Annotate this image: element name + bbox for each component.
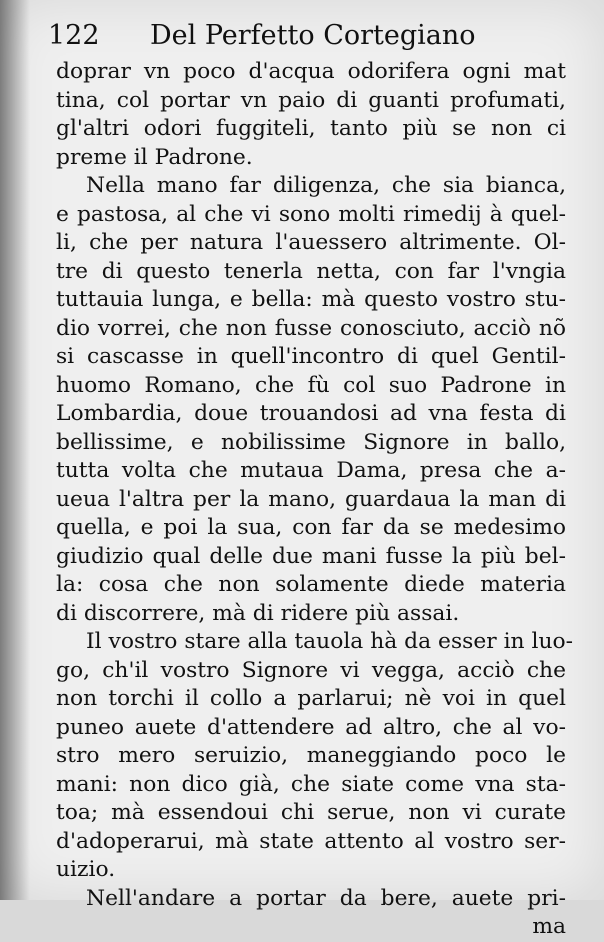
text-line: gl'altri odori fuggiteli, tanto più se non ci: [56, 116, 566, 141]
text-line: tuttauia lunga, e bella: mà questo vostro stu-: [56, 287, 566, 312]
text-line: doprar vn poco d'acqua odorifera ogni mat: [56, 59, 566, 84]
text-line: li, che per natura l'auessero altrimente. Ol-: [56, 230, 566, 255]
text-line: huomo Romano, che fù col suo Padrone in: [56, 372, 566, 398]
text-line: mani: non dico già, che siate come vna sta-: [56, 771, 566, 797]
running-title: Del Perfetto Cortegiano: [150, 20, 476, 51]
text-line: tre di questo tenerla netta, con far l'vngia: [56, 258, 566, 284]
text-block: [56, 58, 574, 942]
text-line: dio vorrei, che non fusse conosciuto, acciò nõ: [56, 315, 566, 341]
text-line: Il vostro stare alla tauola hà da esser in luo-: [86, 629, 574, 654]
text-line: toa; mà essendoui chi serue, non vi curate: [56, 800, 566, 825]
text-line: preme il Padrone.: [56, 144, 253, 170]
text-line: di discorrere, mà di ridere più assai.: [56, 600, 460, 626]
text-line: la: cosa che non solamente diede materia: [56, 572, 566, 597]
text-line: tutta volta che mutaua Dama, presa che a-: [56, 458, 566, 483]
text-line: e pastosa, al che vi sono molti rimedij à quel-: [56, 201, 566, 227]
text-line: tina, col portar vn paio di guanti profumati,: [56, 87, 566, 113]
text-line: stro mero seruizio, maneggiando poco le: [56, 743, 566, 768]
page-header: [48, 18, 568, 54]
gutter-shadow: [0, 0, 30, 900]
page-number: 122: [48, 20, 100, 51]
text-line: quella, e poi la sua, con far da se medesimo: [56, 515, 566, 540]
text-line: go, ch'il vostro Signore vi vegga, acciò che: [56, 657, 566, 683]
text-line: Nell'andare a portar da bere, auete pri-: [86, 885, 566, 911]
text-line: non torchi il collo a parlarui; nè voi in quel: [56, 686, 566, 711]
text-line: uizio.: [56, 857, 116, 882]
text-line: puneo auete d'attendere ad altro, che al vo-: [56, 714, 566, 740]
text-line: giudizio qual delle due mani fusse la più bel-: [56, 543, 566, 569]
text-line: d'adoperarui, mà state attento al vostro ser-: [56, 828, 566, 854]
text-line: bellissime, e nobilissime Signore in ballo,: [56, 429, 566, 455]
text-line: si cascasse in quell'incontro di quel Gentil-: [56, 344, 566, 369]
catchword: ma: [532, 914, 566, 939]
text-line: Lombardia, doue trouandosi ad vna festa di: [56, 401, 566, 426]
text-line: ueua l'altra per la mano, guardaua la man di: [56, 486, 566, 512]
text-line: Nella mano far diligenza, che sia bianca,: [86, 173, 566, 198]
